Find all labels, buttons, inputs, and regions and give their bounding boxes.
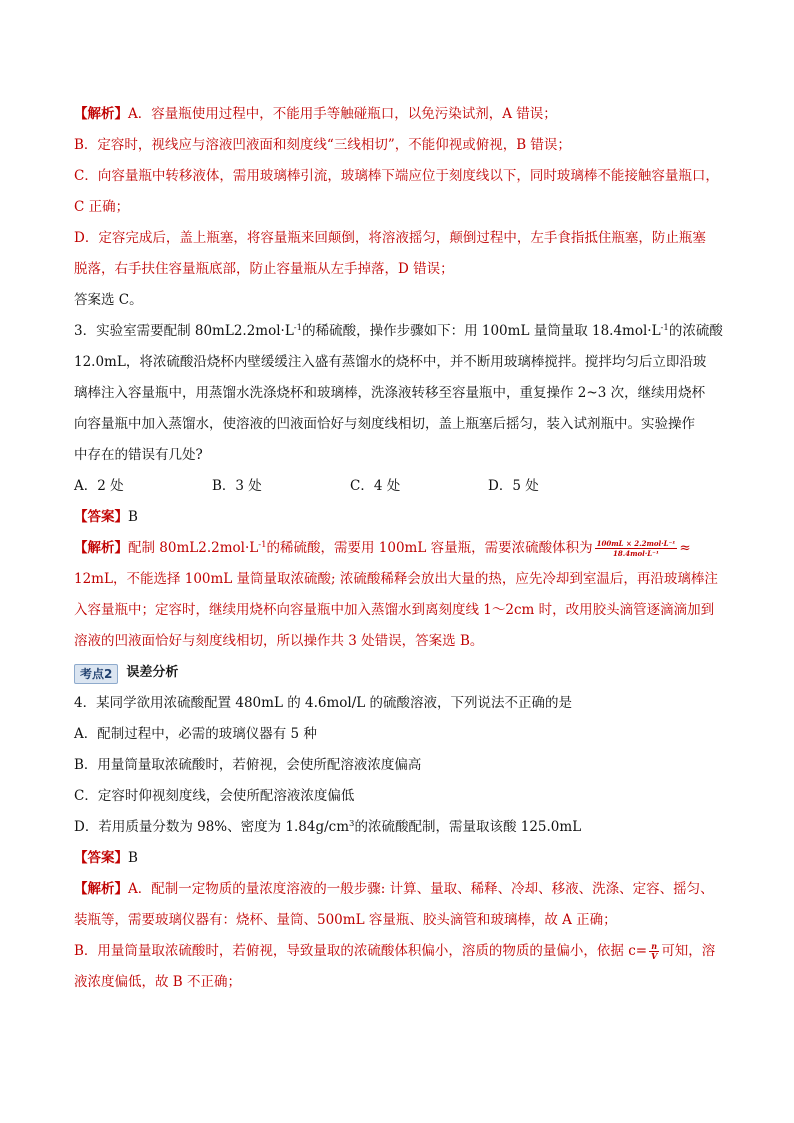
- superscript: -1: [660, 323, 669, 333]
- analysis-tag: 【解析】: [74, 881, 128, 897]
- q4-stem: 4．某同学欲用浓硫酸配置 480mL 的 4.6mol/L 的硫酸溶液，下列说法不正确的是: [74, 695, 573, 711]
- analysis-text: A．配制一定物质的量浓度溶液的一般步骤: 计算、量取、稀释、冷却、移液、洗涤、定容、摇匀、: [128, 881, 714, 897]
- q2-conclusion: 答案选 C。: [74, 292, 143, 308]
- analysis-tag: 【解析】: [74, 106, 128, 122]
- q4-analysis-line-4: 液浓度偏低，故 B 不正确；: [74, 974, 242, 990]
- q3-option-a: A．2 处: [74, 478, 124, 494]
- q3-option-c: C．4 处: [350, 478, 401, 494]
- analysis-text: A．容量瓶使用过程中，不能用手等触碰瓶口，以免污染试剂，A 错误；: [128, 106, 557, 122]
- option-text: 的浓硫酸配制，需量取该酸 125.0mL: [354, 819, 582, 835]
- analysis-text: 的稀硫酸，需要用 100mL 容量瓶，需要浓硫酸体积为: [266, 540, 593, 556]
- q4-analysis-line-2: 装瓶等，需要玻璃仪器有：烧杯、量筒、500mL 容量瓶、胶头滴管和玻璃棒，故 A 正确；: [74, 912, 617, 928]
- document-body: [74, 99, 726, 998]
- q3-stem-line-1: [74, 316, 726, 347]
- answer-tag: 【答案】: [74, 509, 128, 525]
- q4-analysis-line-1: [74, 874, 726, 905]
- q3-stem-line-4: 向容量瓶中加入蒸馏水，使溶液的凹液面恰好与刻度线相切，盖上瓶塞后摇匀，装入试剂瓶中。实验操作: [74, 416, 695, 432]
- q3-stem-line-3: 璃棒注入容量瓶中，用蒸馏水洗涤烧杯和玻璃棒，洗涤液转移至容量瓶中，重复操作 2~3 次，继续用烧杯: [74, 385, 706, 401]
- analysis-text: 配制 80mL2.2mol·L: [128, 540, 259, 556]
- volume-fraction: [595, 539, 678, 558]
- answer-value: B: [128, 509, 138, 525]
- answer-tag: 【答案】: [74, 850, 128, 866]
- q3-option-b: B．3 处: [212, 478, 262, 494]
- approx-symbol: ≈: [679, 540, 691, 556]
- q4-option-a: A．配制过程中，必需的玻璃仪器有 5 种: [74, 726, 317, 742]
- q3-text: 3．实验室需要配制 80mL2.2mol·L: [74, 323, 294, 339]
- q4-option-c: C．定容时仰视刻度线，会使所配溶液浓度偏低: [74, 788, 355, 804]
- q4-option-b: B．用量筒量取浓硫酸时，若俯视，会使所配溶液浓度偏高: [74, 757, 422, 773]
- q3-analysis-line-4: 溶液的凹液面恰好与刻度线相切，所以操作共 3 处错误，答案选 B。: [74, 633, 484, 649]
- q3-answer: [74, 502, 726, 533]
- analysis-tag: 【解析】: [74, 540, 128, 556]
- q3-stem-line-2: 12.0mL，将浓硫酸沿烧杯内壁缓缓注入盛有蒸馏水的烧杯中，并不断用玻璃棒搅拌。搅拌均匀后立即沿玻: [74, 354, 707, 370]
- section-header: [74, 657, 726, 688]
- analysis-text: 可知，溶: [661, 943, 716, 959]
- superscript: -1: [293, 323, 303, 333]
- concentration-fraction: [649, 942, 659, 961]
- q2-analysis-d1: D．定容完成后，盖上瓶塞，将容量瓶来回颠倒，将溶液摇匀，颠倒过程中，左手食指抵住瓶塞，防止瓶塞: [74, 230, 706, 246]
- fraction-numerator: 100mL × 2.2mol·L⁻¹: [596, 539, 676, 548]
- q4-answer: [74, 843, 726, 874]
- q2-analysis-a: [74, 99, 726, 130]
- superscript: 3: [349, 819, 355, 829]
- option-text: D．若用质量分数为 98%、密度为 1.84g/cm: [74, 819, 350, 835]
- q3-analysis-line-2: 12mL，不能选择 100mL 量筒量取浓硫酸; 浓硫酸稀释会放出大量的热，应先冷却到室温后，再沿玻璃棒注: [74, 571, 718, 587]
- section-badge: 考点2: [74, 664, 118, 684]
- fraction-numerator: n: [649, 942, 659, 952]
- q4-option-d: [74, 812, 726, 843]
- q2-analysis-c1: C．向容量瓶中转移液体，需用玻璃棒引流，玻璃棒下端应位于刻度线以下，同时玻璃棒不能接触容量瓶口，: [74, 168, 719, 184]
- q3-options: [74, 471, 726, 502]
- q3-text: 的浓硫酸: [668, 323, 723, 339]
- q2-analysis-b: B．定容时，视线应与溶液凹液面和刻度线“三线相切”，不能仰视或俯视，B 错误；: [74, 137, 571, 153]
- q2-analysis-c2: C 正确；: [74, 199, 130, 215]
- q4-analysis-line-3: [74, 936, 726, 967]
- superscript: -1: [258, 540, 267, 550]
- q3-analysis-line-1: [74, 533, 726, 564]
- q2-analysis-d2: 脱落，右手扶住容量瓶底部，防止容量瓶从左手掉落，D 错误；: [74, 261, 454, 277]
- fraction-denominator: V: [651, 951, 658, 961]
- answer-value: B: [128, 850, 138, 866]
- fraction-denominator: 18.4mol·L⁻¹: [613, 549, 659, 558]
- q3-text: 的稀硫酸，操作步骤如下：用 100mL 量筒量取 18.4mol·L: [302, 323, 661, 339]
- analysis-text: B．用量筒量取浓硫酸时，若俯视，导致量取的浓硫酸体积偏小，溶质的物质的量偏小，依据 c=: [74, 943, 648, 959]
- q3-stem-line-5: 中存在的错误有几处?: [74, 447, 203, 463]
- q3-option-d: D．5 处: [488, 478, 539, 494]
- section-title: 误差分析: [126, 665, 179, 680]
- q3-analysis-line-3: 入容量瓶中；定容时，继续用烧杯向容量瓶中加入蒸馏水到离刻度线 1～2cm 时，改用胶头滴管逐滴滴加到: [74, 602, 715, 618]
